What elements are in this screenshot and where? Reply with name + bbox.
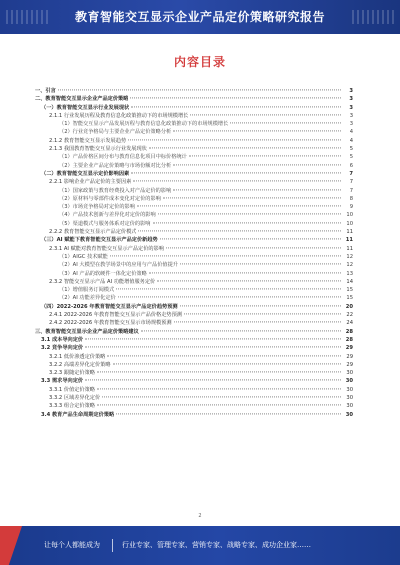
toc-entry-title: （2）AI 大模型在教学场景中的应用与产品价值提升 — [59, 262, 178, 269]
toc-entry-title: 3.3.3 组合定价策略 — [49, 403, 95, 410]
toc-entry-title: （1）增值服务订阅模式 — [59, 287, 115, 294]
toc-entry-title: （3）市场竞争格局对定价的影响 — [59, 204, 135, 211]
toc-entry[interactable] — [35, 270, 353, 278]
toc-entry-title: 3.2.3 跟随定价策略 — [49, 370, 95, 377]
toc-entry-title: 3.3.1 价值定价策略 — [49, 386, 95, 393]
toc-entry[interactable] — [35, 128, 353, 136]
toc-entry[interactable] — [35, 402, 353, 410]
toc-entry-title: 2.1.3 我国教育智能交互显示行业发展现状 — [49, 146, 147, 153]
toc-entry-page: 30 — [346, 386, 353, 393]
toc-entry-page: 22 — [346, 312, 353, 319]
toc-entry-page: 12 — [346, 262, 353, 269]
toc-entry[interactable] — [35, 261, 353, 269]
toc-entry-page: 30 — [346, 394, 353, 401]
toc-entry-page: 5 — [349, 146, 353, 153]
toc-entry[interactable] — [35, 353, 353, 361]
toc-entry[interactable] — [35, 137, 353, 145]
toc-entry-title: （1）国家政策与教育经费投入对产品定价的影响 — [59, 187, 172, 194]
toc-entry[interactable] — [35, 120, 353, 128]
toc-entry[interactable] — [35, 153, 353, 161]
toc-entry-title: （2）原材料与零部件成本变化对定价的影响 — [59, 195, 161, 202]
toc-entry-page: 10 — [346, 220, 353, 227]
toc-entry-page: 7 — [349, 179, 353, 186]
toc-entry-page: 6 — [349, 162, 353, 169]
toc-entry-title: 一、引言 — [35, 88, 56, 94]
toc-entry-page: 20 — [345, 303, 353, 310]
toc-entry-page: 30 — [346, 403, 353, 410]
toc-entry-page: 3 — [349, 121, 353, 128]
toc-leader-dots — [184, 313, 341, 314]
toc-entry[interactable] — [35, 170, 353, 178]
toc-entry-page: 11 — [346, 245, 353, 252]
toc-entry-title: 2.1.1 行业发展历程及教育信息化政策推动下的市场规模增长 — [49, 112, 189, 119]
toc-entry-page: 5 — [349, 154, 353, 161]
toc-entry[interactable] — [35, 195, 353, 203]
toc-leader-dots — [97, 388, 341, 389]
toc-entry-page: 30 — [345, 411, 353, 418]
toc-entry-page: 3 — [349, 104, 353, 111]
toc-entry[interactable] — [35, 394, 353, 402]
toc-entry[interactable] — [35, 95, 353, 103]
footer-slogan-left: 让每个人都能成为 — [44, 541, 100, 549]
toc-leader-dots — [97, 405, 341, 406]
toc-leader-dots — [58, 89, 341, 90]
toc-leader-dots — [180, 264, 341, 265]
toc-entry[interactable] — [35, 377, 353, 385]
toc-leader-dots — [85, 338, 341, 339]
toc-entry[interactable] — [35, 145, 353, 153]
toc-leader-dots — [85, 380, 341, 381]
toc-leader-dots — [166, 247, 341, 248]
toc-leader-dots — [174, 322, 341, 323]
toc-entry-page: 3 — [349, 96, 353, 103]
toc-entry-title: （一）教育智能交互显示行业发展现状 — [41, 104, 130, 111]
toc-leader-dots — [158, 214, 341, 215]
toc-entry-title: （1）AIGC 技术赋能 — [59, 253, 108, 260]
toc-entry-title: 3.2 竞争导向定价 — [41, 345, 84, 352]
toc-entry-page: 11 — [345, 237, 353, 244]
report-title: 教育智能交互显示企业产品定价策略研究报告 — [74, 10, 325, 24]
toc-entry[interactable] — [35, 104, 353, 112]
toc-entry-page: 12 — [346, 253, 353, 260]
toc-leader-dots — [190, 114, 341, 115]
report-header — [0, 0, 400, 34]
toc-entry-title: （二）教育智能交互显示定价影响因素 — [41, 170, 130, 177]
toc-entry[interactable] — [35, 162, 353, 170]
toc-leader-dots — [131, 106, 341, 107]
toc-leader-dots — [116, 413, 341, 414]
toc-entry-page: 15 — [346, 295, 353, 302]
toc-entry[interactable] — [35, 344, 353, 352]
toc-entry-title: 3.1 成本导向定价 — [41, 336, 84, 343]
toc-entry[interactable] — [35, 361, 353, 369]
toc-entry-title: （四）2022-2026 年教育智能交互显示产品定价趋势预测 — [41, 303, 178, 310]
toc-entry-title: 3.3.2 区域差异化定价 — [49, 394, 101, 401]
table-of-contents — [35, 87, 353, 419]
page-number: 2 — [198, 513, 202, 519]
toc-leader-dots — [173, 189, 341, 190]
header-decoration-right — [352, 10, 394, 24]
toc-entry-title: （三）AI 赋能下教育智能交互显示产品定价新趋势 — [41, 237, 158, 244]
toc-entry-title: 3.4 教育产品生命周期定价策略 — [41, 411, 115, 418]
toc-entry[interactable] — [35, 112, 353, 120]
toc-leader-dots — [118, 297, 341, 298]
toc-leader-dots — [230, 123, 341, 124]
toc-entry-title: 三、教育智能交互显示企业产品定价策略建议 — [35, 328, 139, 335]
toc-entry[interactable] — [35, 87, 353, 95]
toc-entry-page: 29 — [346, 361, 353, 368]
toc-entry-page: 8 — [349, 195, 353, 202]
toc-leader-dots — [180, 305, 341, 306]
toc-leader-dots — [173, 164, 341, 165]
toc-entry-title: （2）行业竞争格局与主要企业产品定价策略分析 — [59, 129, 172, 136]
toc-entry-title: 2.4.2 2022-2026 年教育智能交互显示市场规模预测 — [49, 320, 172, 327]
toc-leader-dots — [131, 172, 341, 173]
toc-entry-title: 2.3.1 AI 赋能对教育智能交互显示产品定价的影响 — [49, 245, 164, 252]
toc-entry-page: 14 — [346, 278, 353, 285]
toc-leader-dots — [163, 197, 341, 198]
toc-leader-dots — [130, 98, 341, 99]
toc-entry[interactable] — [35, 311, 353, 319]
toc-entry[interactable] — [35, 203, 353, 211]
toc-entry-title: 2.2.1 影响企业产品定价的主要因素 — [49, 179, 132, 186]
toc-entry-page: 9 — [349, 204, 353, 211]
toc-leader-dots — [173, 131, 341, 132]
toc-entry[interactable] — [35, 211, 353, 219]
toc-entry[interactable] — [35, 303, 353, 311]
toc-entry-page: 4 — [349, 129, 353, 136]
toc-entry[interactable] — [35, 411, 353, 419]
toc-heading: 内容目录 — [173, 55, 226, 69]
toc-entry-title: （1）产品价格区间分布与教育信息化项目中标价格统计 — [59, 154, 187, 161]
toc-leader-dots — [113, 363, 341, 364]
footer-divider — [112, 539, 113, 552]
toc-leader-dots — [110, 255, 341, 256]
toc-entry-title: （1）智能交互显示产品发展历程与教育信息化政策推动下的市场规模增长 — [59, 121, 229, 128]
toc-entry[interactable] — [35, 328, 353, 336]
toc-entry-page: 24 — [346, 320, 353, 327]
toc-entry-title: （2）主要企业产品定价策略与市场份额对比分析 — [59, 162, 172, 169]
toc-entry-page: 29 — [345, 345, 353, 352]
toc-leader-dots — [133, 181, 341, 182]
toc-entry[interactable] — [35, 236, 353, 244]
footer-corner-decoration — [0, 526, 22, 565]
toc-entry[interactable] — [35, 294, 353, 302]
toc-entry-page: 4 — [349, 137, 353, 144]
toc-entry-page: 7 — [349, 187, 353, 194]
toc-leader-dots — [157, 280, 341, 281]
toc-entry[interactable] — [35, 253, 353, 261]
toc-entry-title: （2）AI 功能差异化定价 — [59, 295, 116, 302]
toc-entry-page: 30 — [345, 378, 353, 385]
toc-entry[interactable] — [35, 386, 353, 394]
toc-entry[interactable] — [35, 178, 353, 186]
toc-leader-dots — [160, 239, 341, 240]
toc-entry-page: 29 — [346, 353, 353, 360]
toc-leader-dots — [128, 139, 341, 140]
toc-leader-dots — [149, 272, 341, 273]
toc-leader-dots — [137, 206, 341, 207]
toc-leader-dots — [97, 371, 341, 372]
toc-entry-page: 3 — [349, 88, 353, 94]
toc-entry-page: 15 — [346, 287, 353, 294]
footer-slogan-right: 行业专家、管理专家、营销专家、战略专家、成功企业家…… — [122, 541, 311, 549]
toc-entry-title: （3）AI 产品的软硬件一体化定价策略 — [59, 270, 147, 277]
toc-entry-page: 10 — [346, 212, 353, 219]
toc-entry-title: 2.2.2 教育智能交互显示产品定价模式 — [49, 229, 137, 236]
toc-leader-dots — [107, 355, 341, 356]
toc-entry[interactable] — [35, 245, 353, 253]
footer-banner — [0, 526, 400, 565]
toc-leader-dots — [138, 230, 341, 231]
toc-entry-page: 11 — [346, 229, 353, 236]
toc-entry-page: 30 — [346, 370, 353, 377]
toc-leader-dots — [153, 222, 342, 223]
toc-entry[interactable] — [35, 319, 353, 327]
toc-entry-page: 7 — [349, 170, 353, 177]
toc-leader-dots — [189, 156, 341, 157]
toc-entry-title: 二、教育智能交互显示企业产品定价策略 — [35, 96, 129, 103]
toc-entry-page: 28 — [345, 328, 353, 335]
toc-entry-title: 2.4.1 2022-2026 年教育智能交互显示产品价格走势预测 — [49, 312, 182, 319]
toc-leader-dots — [141, 330, 341, 331]
toc-entry-title: 2.1.2 教育智能交互显示发展趋势 — [49, 137, 127, 144]
toc-entry[interactable] — [35, 336, 353, 344]
toc-entry[interactable] — [35, 369, 353, 377]
toc-entry[interactable] — [35, 286, 353, 294]
toc-entry-title: 2.3.2 智能交互显示产品 AI 功能增值服务定价 — [49, 278, 156, 285]
toc-leader-dots — [149, 147, 341, 148]
toc-leader-dots — [85, 347, 341, 348]
toc-entry-title: 3.2.2 高端差异化定价策略 — [49, 361, 111, 368]
toc-entry-title: 3.2.1 低价渗透定价策略 — [49, 353, 106, 360]
toc-entry[interactable] — [35, 187, 353, 195]
toc-entry-title: （4）产品技术创新与差异化对定价的影响 — [59, 212, 156, 219]
toc-entry[interactable] — [35, 278, 353, 286]
toc-leader-dots — [116, 289, 341, 290]
toc-entry-page: 28 — [345, 336, 353, 343]
toc-entry-page: 13 — [346, 270, 353, 277]
toc-entry-title: （5）渠道模式与服务体系对定价的影响 — [59, 220, 151, 227]
toc-leader-dots — [102, 396, 341, 397]
toc-entry-page: 3 — [349, 112, 353, 119]
toc-entry[interactable] — [35, 220, 353, 228]
toc-entry-title: 3.3 需求导向定价 — [41, 378, 84, 385]
toc-entry[interactable] — [35, 228, 353, 236]
